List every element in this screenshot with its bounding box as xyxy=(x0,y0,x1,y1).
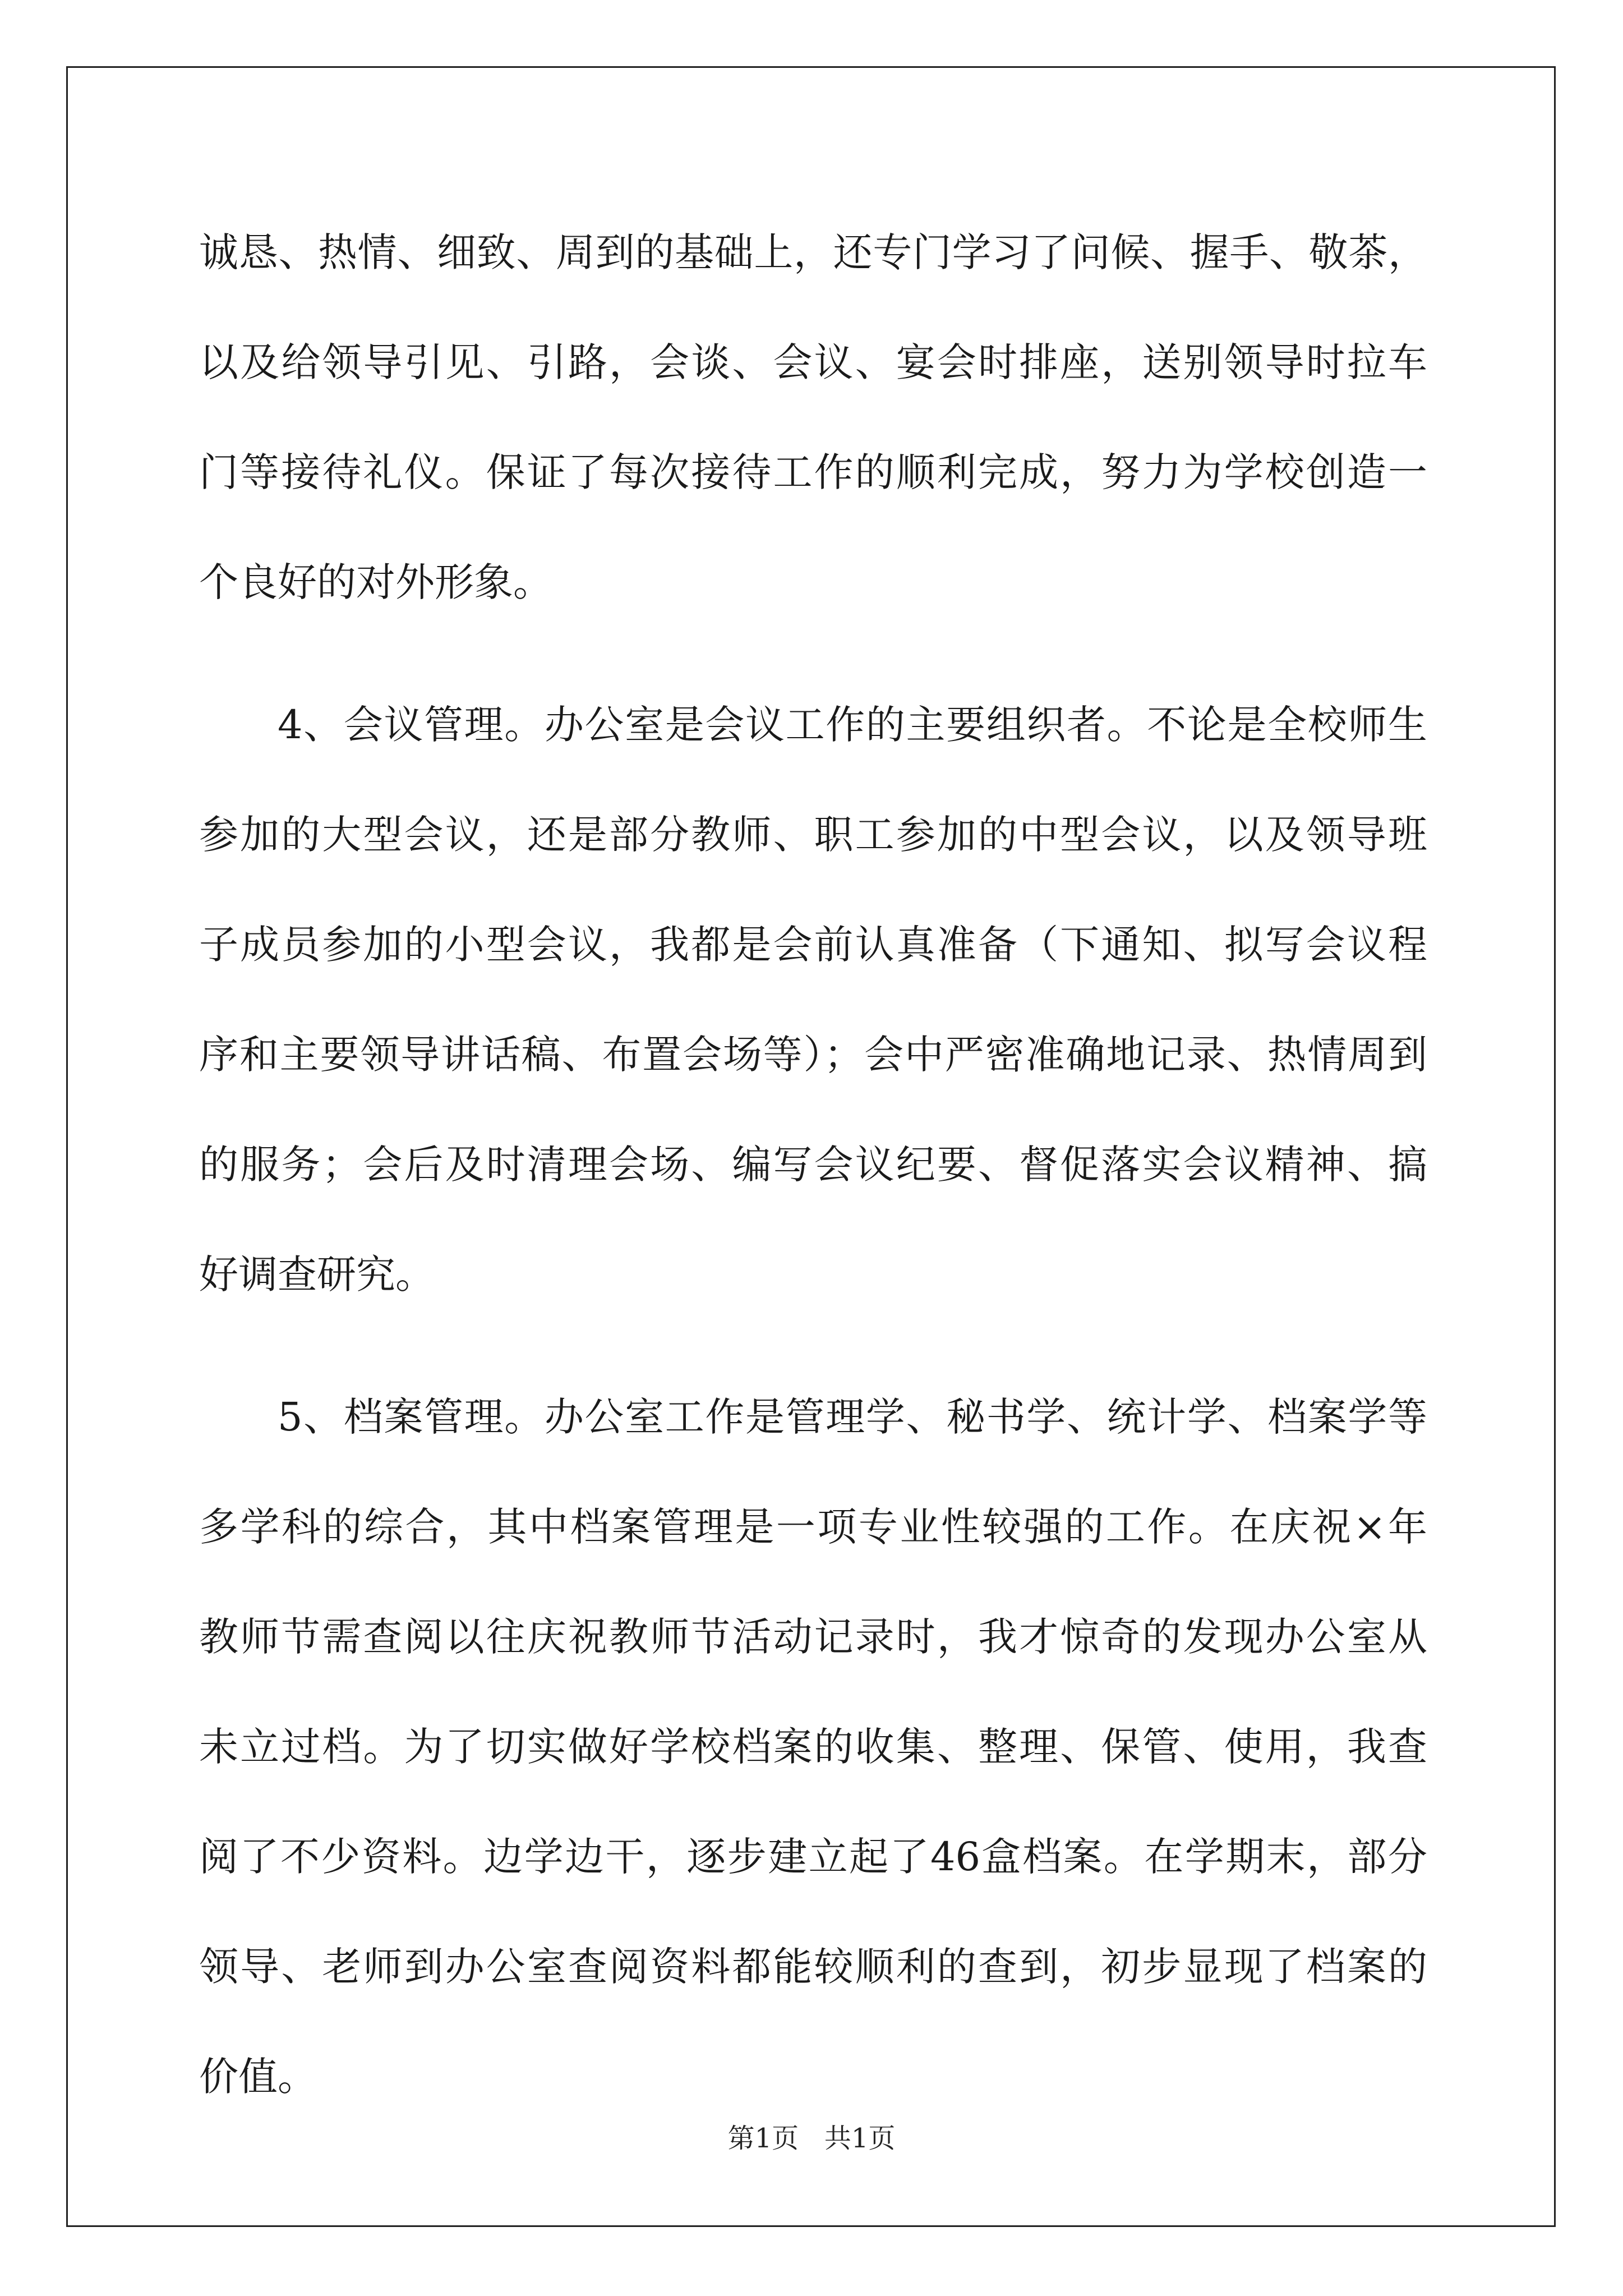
text-line: 多学科的综合，其中档案管理是一项专业性较强的工作。在庆祝×年 xyxy=(199,1504,1427,1550)
text-line: 好调查研究。 xyxy=(199,1251,435,1297)
text-line: 5、档案管理。办公室工作是管理学、秘书学、统计学、档案学等 xyxy=(278,1394,1427,1440)
text-line: 门等接待礼仪。保证了每次接待工作的顺利完成，努力为学校创造一 xyxy=(199,449,1427,495)
text-line: 价值。 xyxy=(199,2054,317,2100)
text-line: 阅了不少资料。边学边干，逐步建立起了46盒档案。在学期末，部分 xyxy=(199,1834,1427,1880)
text-line: 以及给领导引见、引路，会谈、会议、宴会时排座，送别领导时拉车 xyxy=(199,339,1427,385)
text-line: 教师节需查阅以往庆祝教师节活动记录时，我才惊奇的发现办公室从 xyxy=(199,1614,1427,1660)
document-body xyxy=(199,197,1427,2132)
page-total: 共1页 xyxy=(824,2123,896,2154)
page-footer xyxy=(0,2122,1623,2155)
text-line: 序和主要领导讲话稿、布置会场等）；会中严密准确地记录、热情周到 xyxy=(199,1032,1427,1078)
text-line: 4、会议管理。办公室是会议工作的主要组织者。不论是全校师生 xyxy=(278,702,1427,748)
text-line: 参加的大型会议，还是部分教师、职工参加的中型会议，以及领导班 xyxy=(199,812,1427,858)
page-number: 第1页 xyxy=(727,2123,799,2154)
text-line: 领导、老师到办公室查阅资料都能较顺利的查到，初步显现了档案的 xyxy=(199,1944,1427,1990)
text-line: 诚恳、热情、细致、周到的基础上，还专门学习了问候、握手、敬茶， xyxy=(199,229,1427,275)
text-line: 个良好的对外形象。 xyxy=(199,559,552,605)
text-line: 的服务；会后及时清理会场、编写会议纪要、督促落实会议精神、搞 xyxy=(199,1142,1427,1188)
text-line: 未立过档。为了切实做好学校档案的收集、整理、保管、使用，我查 xyxy=(199,1724,1427,1770)
text-line: 子成员参加的小型会议，我都是会前认真准备（下通知、拟写会议程 xyxy=(199,922,1427,968)
